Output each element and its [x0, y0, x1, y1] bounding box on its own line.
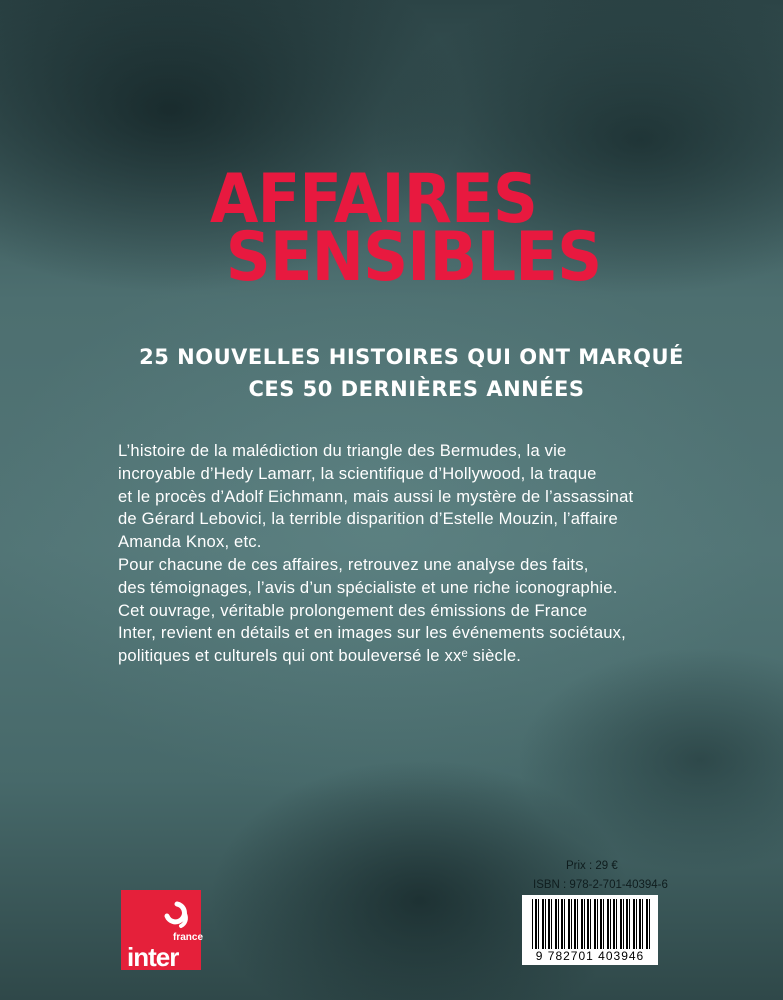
price-label: Prix : 29 € — [566, 860, 618, 872]
description-line: Inter, revient en détails et en images sur les événements sociétaux, — [118, 623, 626, 643]
description-line: L’histoire de la malédiction du triangle des Bermudes, la vie — [118, 441, 567, 460]
publisher-logo — [121, 890, 204, 972]
logo-france-text: france — [173, 932, 204, 943]
description-line: Pour chacune de ces affaires, retrouvez une analyse des faits, — [118, 554, 589, 574]
barcode — [522, 895, 658, 965]
description-line: Cet ouvrage, véritable prolongement des émissions de France — [118, 600, 588, 620]
isbn-label: ISBN : 978-2-701-40394-6 — [533, 879, 668, 891]
logo-inter-text: inter — [127, 942, 179, 972]
description-line: politiques et culturels qui ont bouleversé le xxᵉ siècle. — [118, 646, 522, 666]
title-line-2: SENSIBLES — [225, 218, 602, 297]
description-line: des témoignages, l’avis d’un spécialiste et une riche iconographie. — [118, 577, 618, 597]
description-line: de Gérard Lebovici, la terrible disparition d’Estelle Mouzin, l’affaire — [118, 509, 618, 529]
subtitle-line-1: 25 NOUVELLES HISTOIRES QUI ONT MARQUÉ — [139, 345, 684, 369]
barcode-digits: 9 782701 403946 — [535, 949, 645, 963]
title-line-1: AFFAIRES — [209, 160, 538, 239]
barcode-bars — [532, 899, 650, 949]
description-line: incroyable d’Hedy Lamarr, la scientifique d’Hollywood, la traque — [118, 463, 597, 483]
description-text — [118, 440, 678, 668]
description-line: Amanda Knox, etc. — [118, 532, 262, 552]
subtitle-line-2: CES 50 DERNIÈRES ANNÉES — [248, 377, 585, 401]
description-line: et le procès d’Adolf Eichmann, mais aussi le mystère de l’assassinat — [118, 486, 634, 506]
